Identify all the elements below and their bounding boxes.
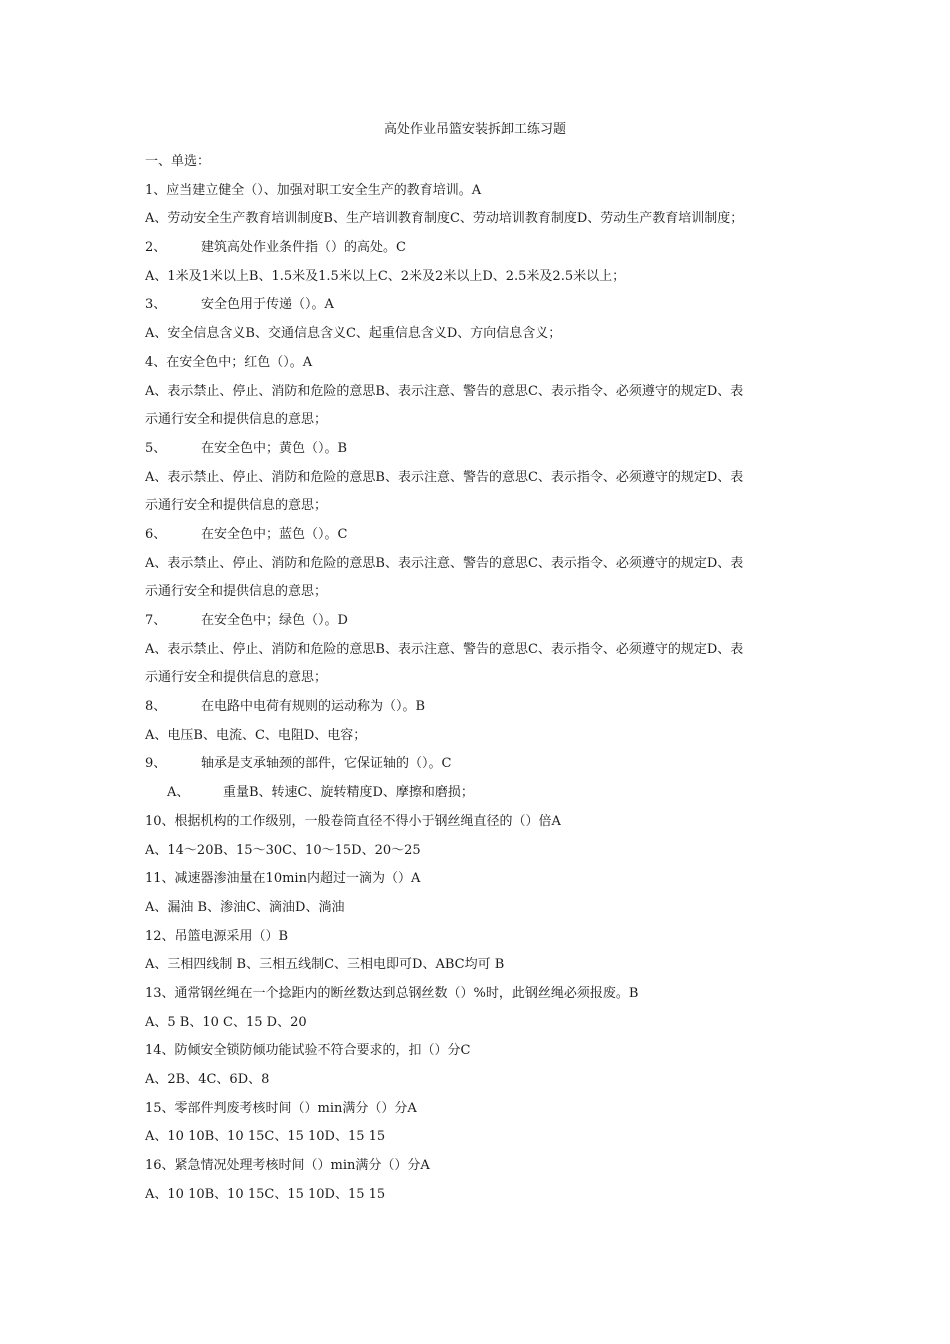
question-line	[145, 291, 817, 320]
question-line: 15、零部件判废考核时间（）min满分（）分A	[145, 1100, 417, 1116]
question-line: 12、吊篮电源采用（）B	[145, 928, 289, 944]
answer-line: 示通行安全和提供信息的意思；	[145, 584, 328, 600]
answer-line: A、劳动安全生产教育培训制度B、生产培训教育制度C、劳动培训教育制度D、劳动生产教育培训制度；	[145, 211, 744, 227]
answer-line: A、表示禁止、停止、消防和危险的意思B、表示注意、警告的意思C、表示指令、必须遵守的规定D、表	[145, 641, 744, 657]
item-number: 7、	[145, 613, 167, 628]
item-number: 3、	[145, 297, 167, 313]
question-line	[145, 435, 817, 464]
answer-line: 示通行安全和提供信息的意思；	[145, 670, 328, 686]
question-lines	[145, 177, 817, 1210]
item-text: 在安全色中；黄色（）。B	[201, 440, 348, 456]
question-line: 16、紧急情况处理考核时间（）min满分（）分A	[145, 1158, 430, 1174]
item-number: 5、	[145, 440, 167, 456]
item-number: 8、	[145, 699, 167, 715]
question-line: 1、应当建立健全（）、加强对职工安全生产的教育培训。A	[145, 182, 482, 198]
question-line: 4、在安全色中；红色（）。A	[145, 354, 313, 370]
answer-line: A、表示禁止、停止、消防和危险的意思B、表示注意、警告的意思C、表示指令、必须遵守的规定D、表	[145, 555, 744, 571]
answer-line: A、表示禁止、停止、消防和危险的意思B、表示注意、警告的意思C、表示指令、必须遵守的规定D、表	[145, 469, 744, 485]
answer-line: A、三相四线制 B、三相五线制C、三相电即可D、ABC均可 B	[145, 957, 505, 973]
answer-line: 示通行安全和提供信息的意思；	[145, 498, 328, 514]
item-text: 建筑高处作业条件指（）的高处。C	[201, 240, 406, 256]
item-number: A、	[167, 785, 190, 801]
question-line	[145, 521, 817, 550]
question-line	[145, 607, 817, 636]
answer-line: A、14～20B、15～30C、10～15D、20～25	[145, 842, 421, 858]
answer-line: A、10 10B、10 15C、15 10D、15 15	[145, 1186, 386, 1202]
answer-line: A、表示禁止、停止、消防和危险的意思B、表示注意、警告的意思C、表示指令、必须遵守的规定D、表	[145, 383, 744, 399]
answer-line: A、电压B、电流、C、电阻D、电容；	[145, 727, 367, 743]
answer-line: A、安全信息含义B、交通信息含义C、起重信息含义D、方向信息含义；	[145, 326, 562, 342]
question-line	[145, 234, 817, 263]
item-number: 2、	[145, 240, 167, 256]
item-text: 在安全色中；绿色（）。D	[201, 613, 348, 628]
question-line	[145, 750, 817, 779]
item-number: 9、	[145, 756, 167, 772]
document-title: 高处作业吊篮安装拆卸工练习题	[383, 122, 566, 137]
item-text: 在电路中电荷有规则的运动称为（）。B	[201, 699, 426, 715]
item-number: 6、	[145, 526, 167, 542]
question-line: 14、防倾安全锁防倾功能试验不符合要求的，扣（）分C	[145, 1043, 471, 1059]
answer-line: A、1米及1米以上B、1.5米及1.5米以上C、2米及2米以上D、2.5米及2.5米以上；	[145, 268, 626, 284]
answer-line: A、10 10B、10 15C、15 10D、15 15	[145, 1129, 386, 1145]
question-line: 13、通常钢丝绳在一个捻距内的断丝数达到总钢丝数（）%时，此钢丝绳必须报废。B	[145, 985, 639, 1001]
item-text: 重量B、转速C、旋转精度D、摩擦和磨损；	[223, 785, 474, 801]
answer-line	[145, 779, 817, 808]
item-text: 在安全色中；蓝色（）。C	[201, 526, 348, 542]
question-line: 10、根据机构的工作级别，一般卷筒直径不得小于钢丝绳直径的（）倍A	[145, 813, 561, 829]
question-line: 11、减速器渗油量在10min内超过一滴为（）A	[145, 871, 421, 887]
answer-line: 示通行安全和提供信息的意思；	[145, 412, 328, 428]
section-heading: 一、单选：	[145, 154, 211, 169]
item-text: 安全色用于传递（）。A	[201, 297, 334, 313]
answer-line: A、5 B、10 C、15 D、20	[145, 1014, 307, 1030]
question-line	[145, 693, 817, 722]
item-text: 轴承是支承轴颈的部件，它保证轴的（）。C	[201, 756, 452, 772]
answer-line: A、漏油 B、渗油C、滴油D、淌油	[145, 899, 345, 915]
answer-line: A、2B、4C、6D、8	[145, 1072, 270, 1087]
question-list	[145, 148, 817, 1209]
